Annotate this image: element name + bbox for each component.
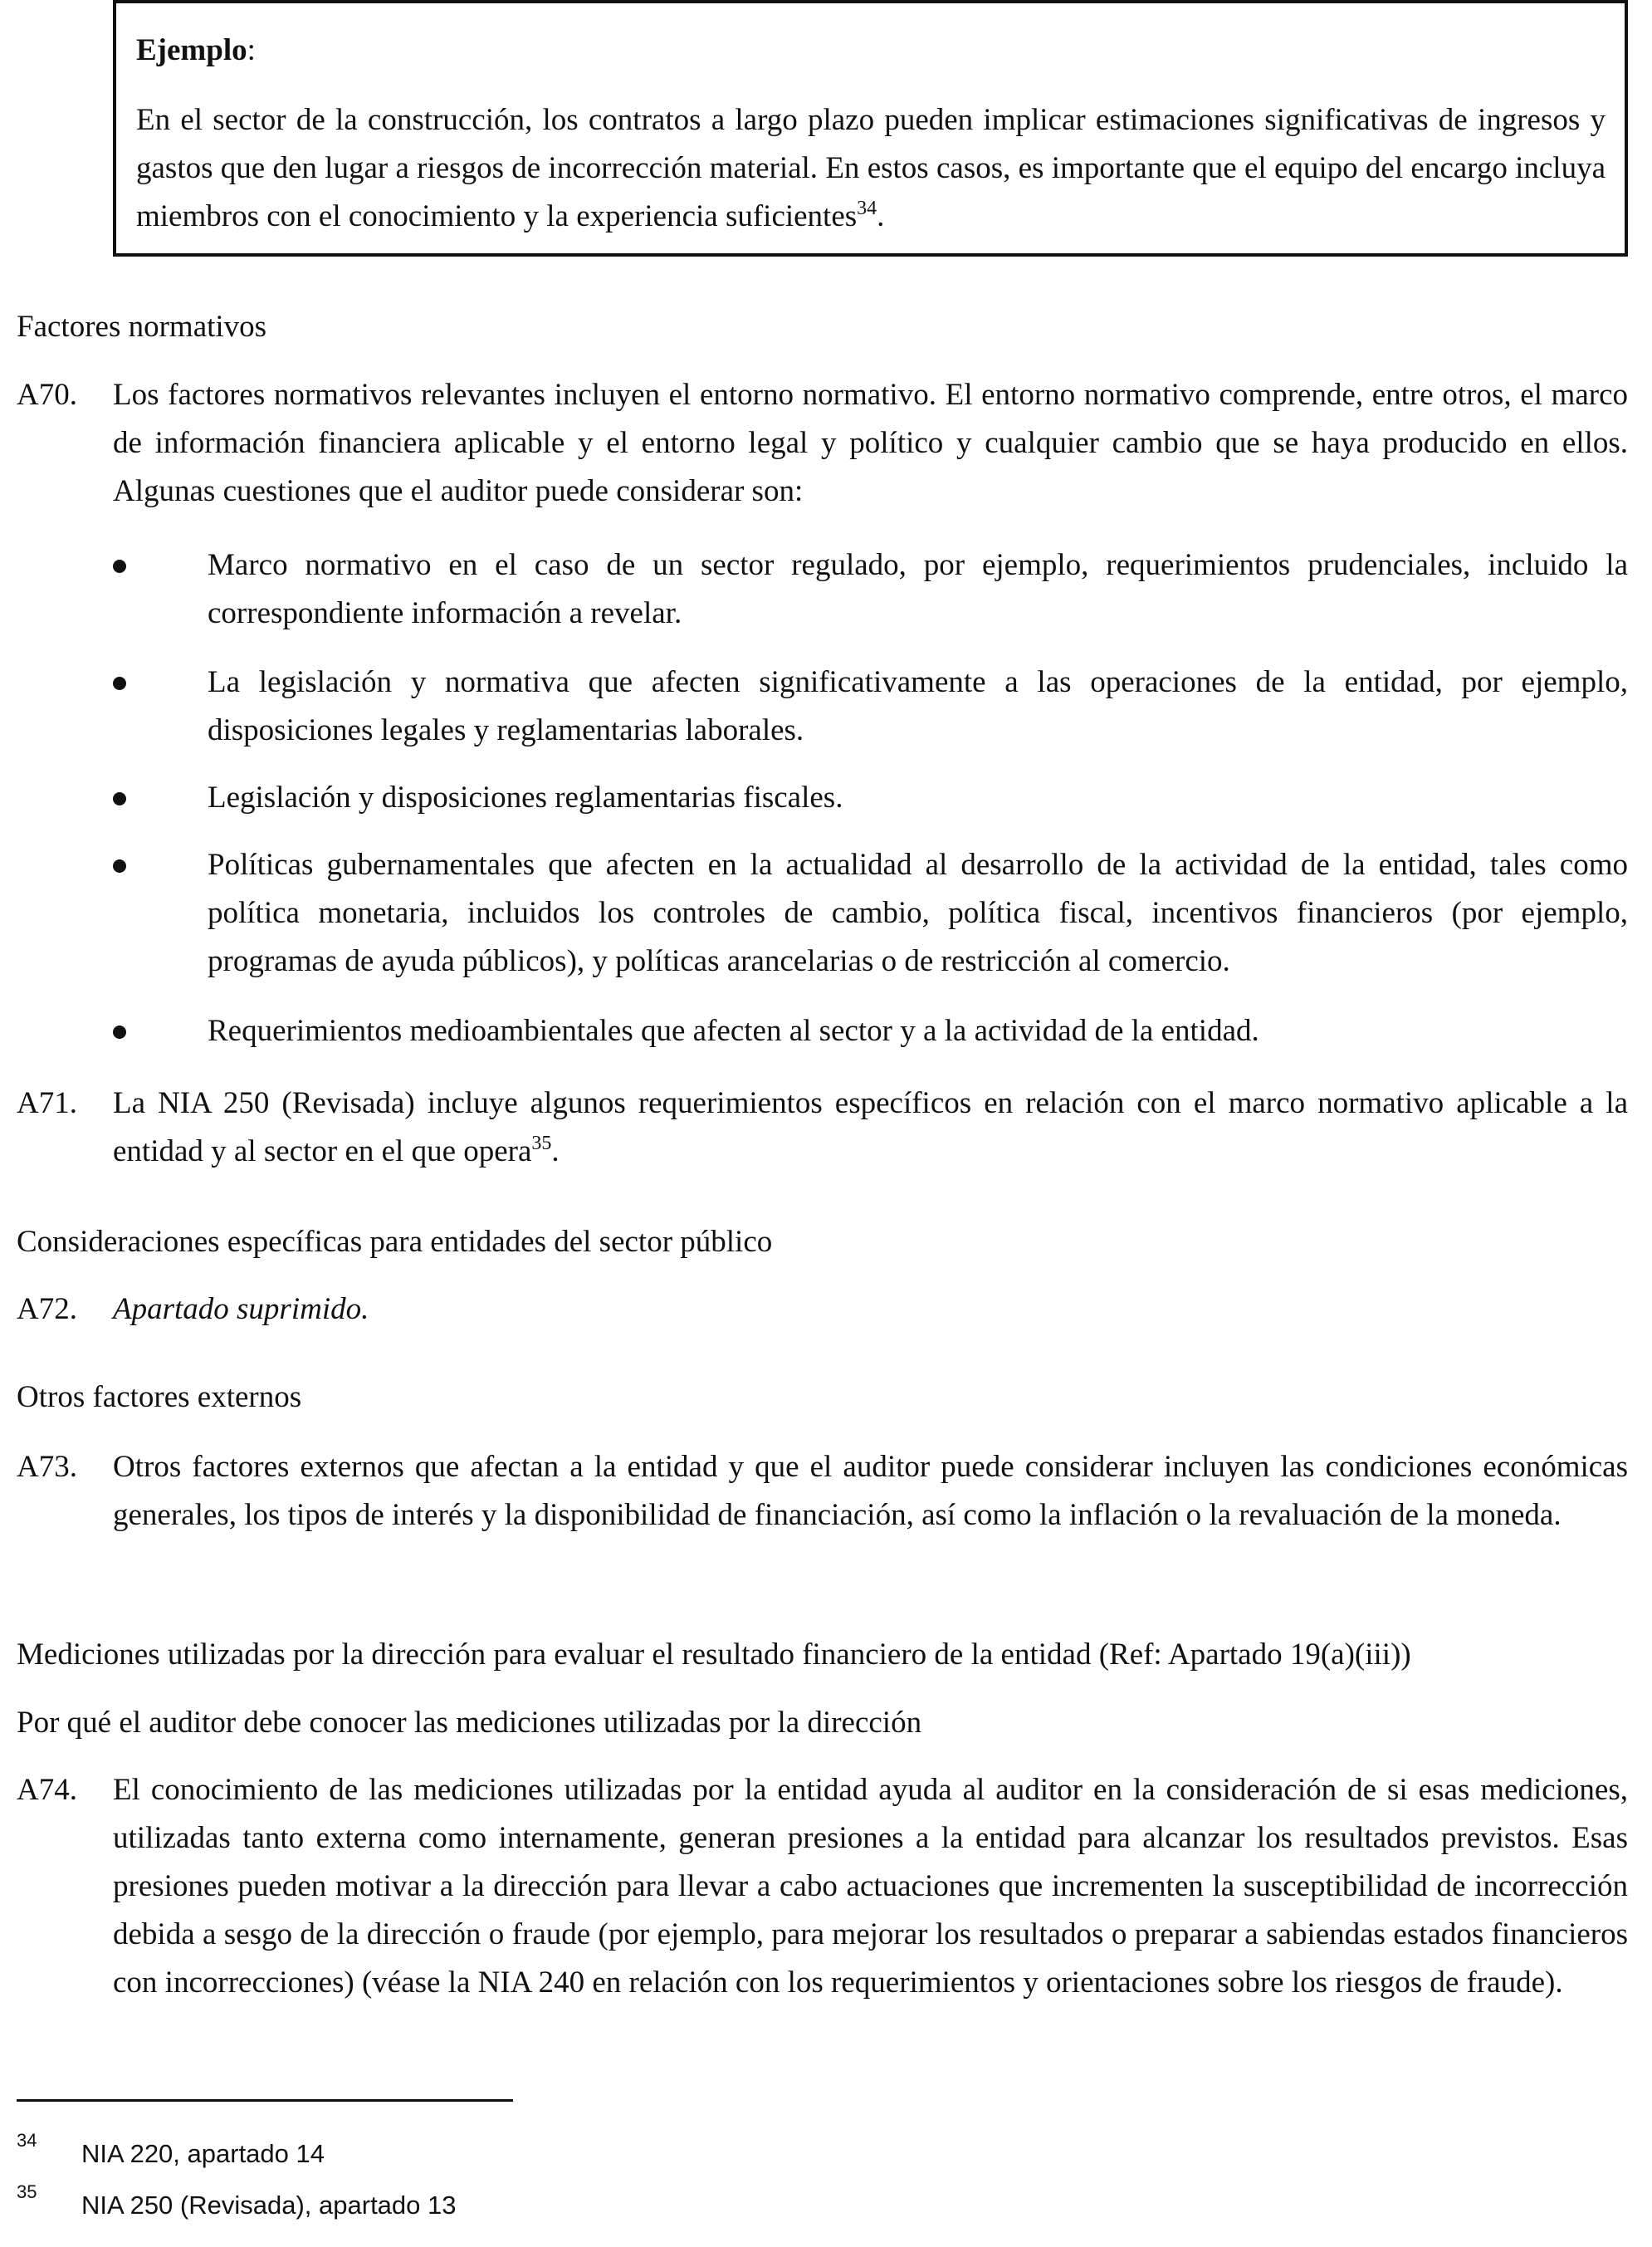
paragraph-number-a70: A70. [17, 378, 77, 412]
bullet-item: Políticas gubernamentales que afecten en la actualidad al desarrollo de la actividad de la entidad, tales como política monetaria, incluidos los controles de cambio, política fiscal, incentivos financieros (por ejemplo, programas de ayuda públicos), y políticas arancelarias o de restricción al comercio. [208, 848, 1628, 978]
footnote-number: 34 [17, 2130, 37, 2151]
footnote-text: NIA 220, apartado 14 [81, 2139, 325, 2168]
example-box [113, 0, 1628, 257]
paragraph-number-a72: A72. [17, 1292, 77, 1326]
example-text: En el sector de la construcción, los contratos a largo plazo pueden implicar estimaciones significativas de ingresos y gastos que den lugar a riesgos de incorrección material. En estos casos, es importante que el equipo del encargo incluya miembros con el conocimiento y la experiencia suficientes$^{34}$. [136, 103, 1606, 233]
footnote-ref-35[interactable]: 35 [531, 1133, 552, 1154]
bullet-item: La legislación y normativa que afecten significativamente a las operaciones de la entidad, por ejemplo, disposiciones legales y reglamentarias laborales. [208, 665, 1628, 747]
footnote-separator [17, 2099, 513, 2102]
bullet-marker [113, 560, 126, 573]
bullet-marker [113, 677, 126, 690]
paragraph-a73: Otros factores externos que afectan a la entidad y que el auditor puede considerar incluyen las condiciones económicas generales, los tipos de interés y la disponibilidad de financiación, así como la inflación o la revaluación de la moneda. [113, 1450, 1628, 1532]
footnote-text: NIA 250 (Revisada), apartado 13 [81, 2191, 457, 2220]
paragraph-number-a71: A71. [17, 1086, 77, 1120]
bullet-marker [113, 792, 126, 805]
bullet-item: Requerimientos medioambientales que afecten al sector y a la actividad de la entidad. [208, 1014, 1259, 1048]
section-heading-otros-factores: Otros factores externos [17, 1380, 302, 1414]
section-heading-mediciones: Mediciones utilizadas por la dirección para evaluar el resultado financiero de la entidad (Ref: Apartado 19(a)(iii)) [17, 1638, 1411, 1672]
section-heading-factores-normativos: Factores normativos [17, 310, 267, 344]
paragraph-number-a74: A74. [17, 1773, 77, 1807]
paragraph-a74: El conocimiento de las mediciones utilizadas por la entidad ayuda al auditor en la consideración de si esas mediciones, utilizadas tanto externa como internamente, generan presiones a la entidad para alcanzar los resultados previstos. Esas presiones pueden motivar a la dirección para llevar a cabo actuaciones que incrementen la susceptibilidad de incorrección debida a sesgo de la dirección o fraude (por ejemplo, para mejorar los resultados o preparar a sabiendas estados financieros con incorrecciones) (véase la NIA 240 en relación con los requerimientos y orientaciones sobre los riesgos de fraude). [113, 1773, 1628, 2000]
footnote-ref-34[interactable]: 34 [857, 198, 877, 219]
paragraph-a72: Apartado suprimido. [113, 1292, 369, 1326]
bullet-marker [113, 1026, 126, 1039]
bullet-item: Legislación y disposiciones reglamentarias fiscales. [208, 781, 843, 815]
paragraph-a70: Los factores normativos relevantes incluyen el entorno normativo. El entorno normativo comprende, entre otros, el marco de información financiera aplicable y el entorno legal y político y cualquier cambio que se haya producido en ellos. Algunas cuestiones que el auditor puede considerar son: [113, 378, 1628, 508]
paragraph-a71: La NIA 250 (Revisada) incluye algunos requerimientos específicos en relación con el marco normativo aplicable a la entidad y al sector en el que opera$^{35}$. [113, 1086, 1628, 1168]
example-title: Ejemplo: [136, 33, 256, 67]
bullet-marker [113, 859, 126, 873]
section-heading-sector-publico: Consideraciones específicas para entidades del sector público [17, 1225, 773, 1259]
footnote-number: 35 [17, 2181, 37, 2202]
paragraph-number-a73: A73. [17, 1450, 77, 1484]
subsection-heading-por-que: Por qué el auditor debe conocer las mediciones utilizadas por la dirección [17, 1706, 922, 1740]
bullet-item: Marco normativo en el caso de un sector regulado, por ejemplo, requerimientos prudenciales, incluido la correspondiente información a revelar. [208, 548, 1628, 630]
